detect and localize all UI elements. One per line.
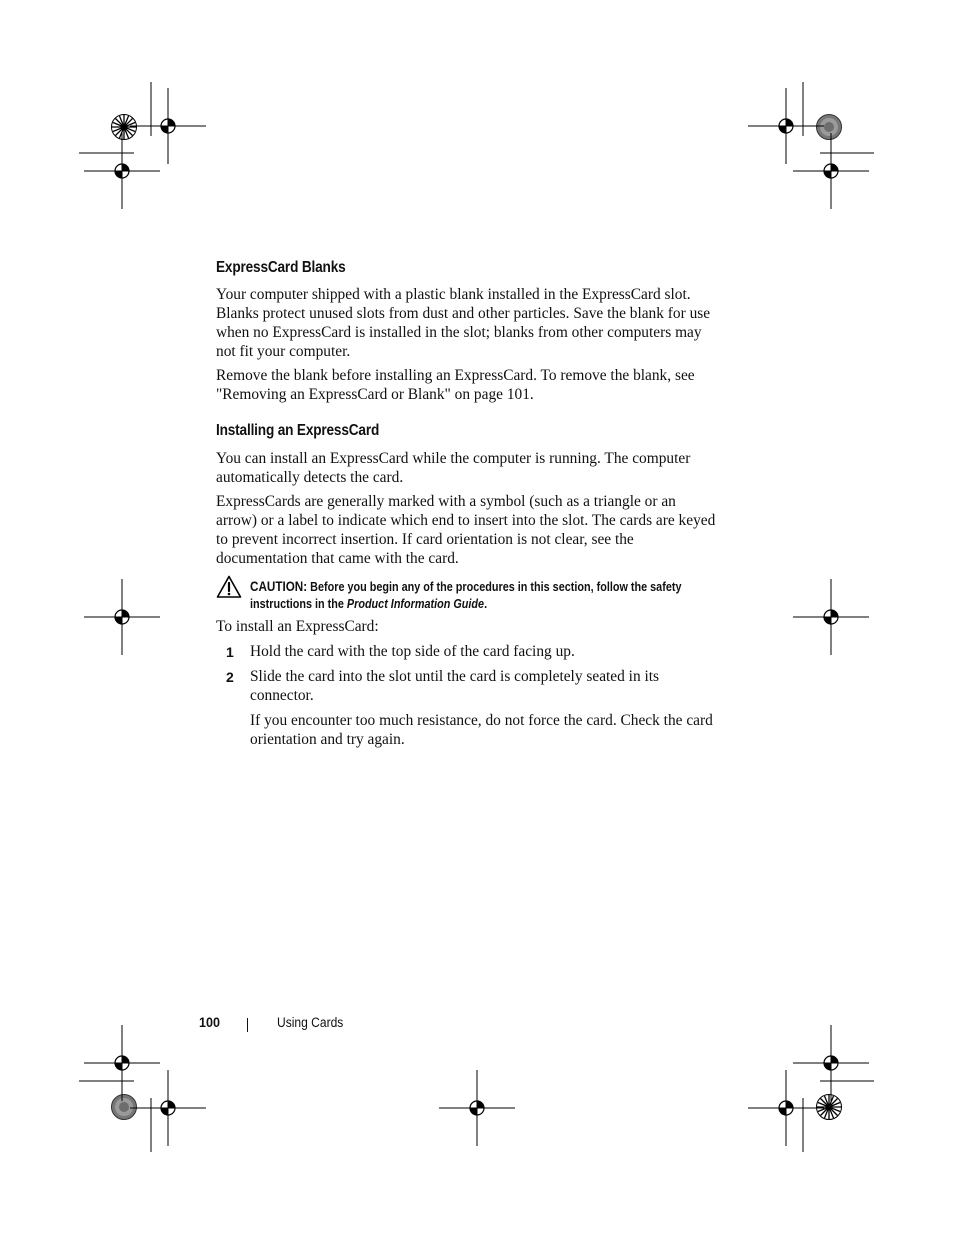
caution-body: Before you begin any of the procedures in this section, follow the safety instructions in the	[250, 580, 682, 611]
product-information-guide: Product Information Guide	[346, 597, 485, 611]
section-heading-expresscard-blanks: ExpressCard Blanks	[216, 259, 346, 276]
caution-triangle-icon	[216, 575, 242, 599]
caution-end: .	[484, 597, 488, 611]
footer-divider	[247, 1018, 248, 1032]
chapter-title: Using Cards	[277, 1015, 344, 1030]
caution-notice	[216, 574, 716, 614]
paragraph: You can install an ExpressCard while the computer is running. The computer automatically detects the card.	[216, 450, 691, 486]
paragraph: ExpressCards are generally marked with a symbol (such as a triangle or an arrow) or a label to indicate which end to insert into the slot. The cards are keyed to prevent incorrect insertion. If card orientation is not clear, see the documentation that came with the card.	[216, 493, 716, 567]
paragraph: Your computer shipped with a plastic blank installed in the ExpressCard slot. Blanks protect unused slots from dust and other particles. Save the blank for use when no ExpressCard is installed in the slot; blanks from other computers may not fit your computer.	[216, 286, 711, 360]
step-text: Slide the card into the slot until the card is completely seated in its connector.	[250, 668, 660, 704]
caution-label: CAUTION:	[250, 579, 308, 594]
paragraph: Remove the blank before installing an ExpressCard. To remove the blank, see "Removing an ExpressCard or Blank" on page 101.	[216, 367, 695, 403]
steps-intro: To install an ExpressCard:	[216, 618, 379, 635]
page-number: 100	[199, 1014, 221, 1030]
section-heading-installing-expresscard: Installing an ExpressCard	[216, 422, 380, 439]
step-number: 1	[226, 644, 234, 660]
step-number: 2	[226, 669, 234, 685]
step-note: If you encounter too much resistance, do not force the card. Check the card orientation and try again.	[250, 712, 713, 748]
caution-text	[250, 578, 714, 613]
step-text: Hold the card with the top side of the card facing up.	[250, 643, 575, 660]
